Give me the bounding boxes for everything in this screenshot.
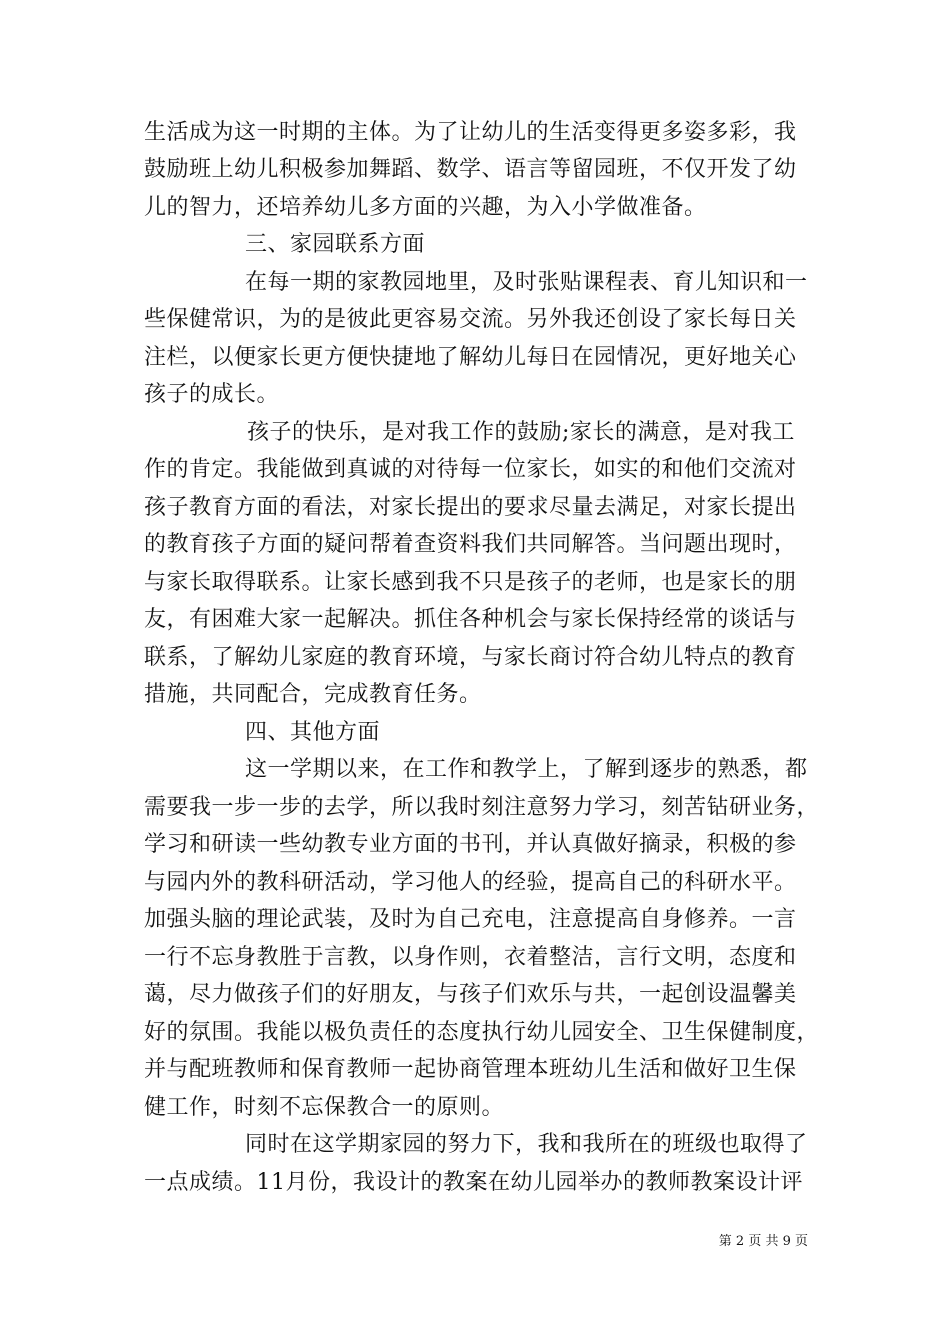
paragraph-line: 加强头脑的理论武装，及时为自己充电，注意提高自身修养。一言 — [144, 907, 797, 932]
paragraph-line: 些保健常识，为的是彼此更容易交流。另外我还创设了家长每日关 — [144, 307, 797, 332]
paragraph-line: 好的氛围。我能以极负责任的态度执行幼儿园安全、卫生保健制度， — [144, 1020, 820, 1045]
paragraph-line: 孩子教育方面的看法，对家长提出的要求尽量去满足，对家长提出 — [144, 495, 797, 520]
paragraph-line: 措施，共同配合，完成教育任务。 — [144, 682, 482, 707]
page-number: 第 2 页 共 9 页 — [718, 1234, 808, 1249]
paragraph-line: 作的肯定。我能做到真诚的对待每一位家长，如实的和他们交流对 — [144, 457, 797, 482]
paragraph-line: 儿的智力，还培养幼儿多方面的兴趣，为入小学做准备。 — [144, 195, 707, 220]
paragraph-line: 这一学期以来，在工作和教学上，了解到逐步的熟悉，都 — [245, 757, 808, 782]
paragraph-line: 友，有困难大家一起解决。抓住各种机会与家长保持经常的谈话与 — [144, 607, 797, 632]
paragraph-line: 并与配班教师和保育教师一起协商管理本班幼儿生活和做好卫生保 — [144, 1057, 797, 1082]
paragraph-line: 鼓励班上幼儿积极参加舞蹈、数学、语言等留园班，不仅开发了幼 — [144, 157, 797, 182]
paragraph-line: 生活成为这一时期的主体。为了让幼儿的生活变得更多姿多彩，我 — [144, 120, 797, 145]
paragraph-line: 孩子的快乐，是对我工作的鼓励;家长的满意，是对我工 — [247, 420, 795, 445]
paragraph-line: 与家长取得联系。让家长感到我不只是孩子的老师，也是家长的朋 — [144, 570, 797, 595]
paragraph-line: 的教育孩子方面的疑问帮着查资料我们共同解答。当问题出现时， — [144, 532, 797, 557]
paragraph-line: 在每一期的家教园地里，及时张贴课程表、育儿知识和一 — [245, 270, 808, 295]
paragraph-line: 蔼，尽力做孩子们的好朋友，与孩子们欢乐与共，一起创设温馨美 — [144, 982, 797, 1007]
paragraph-line: 一行不忘身教胜于言教，以身作则，衣着整洁，言行文明，态度和 — [144, 945, 797, 970]
paragraph-line: 注栏，以便家长更方便快捷地了解幼儿每日在园情况，更好地关心 — [144, 345, 797, 370]
paragraph-line: 健工作，时刻不忘保教合一的原则。 — [144, 1095, 505, 1120]
section-heading: 四、其他方面 — [245, 720, 381, 745]
paragraph-line: 需要我一步一步的去学，所以我时刻注意努力学习，刻苦钻研业务， — [144, 795, 820, 820]
paragraph-line: 联系，了解幼儿家庭的教育环境，与家长商讨符合幼儿特点的教育 — [144, 645, 797, 670]
paragraph-line: 孩子的成长。 — [144, 382, 280, 407]
paragraph-line: 一点成绩。11月份，我设计的教案在幼儿园举办的教师教案设计评 — [144, 1170, 803, 1195]
paragraph-line: 学习和研读一些幼教专业方面的书刊，并认真做好摘录，积极的参 — [144, 832, 797, 857]
paragraph-line: 与园内外的教科研活动，学习他人的经验，提高自己的科研水平。 — [144, 870, 797, 895]
section-heading: 三、家园联系方面 — [245, 232, 426, 257]
paragraph-line: 同时在这学期家园的努力下，我和我所在的班级也取得了 — [245, 1132, 808, 1157]
